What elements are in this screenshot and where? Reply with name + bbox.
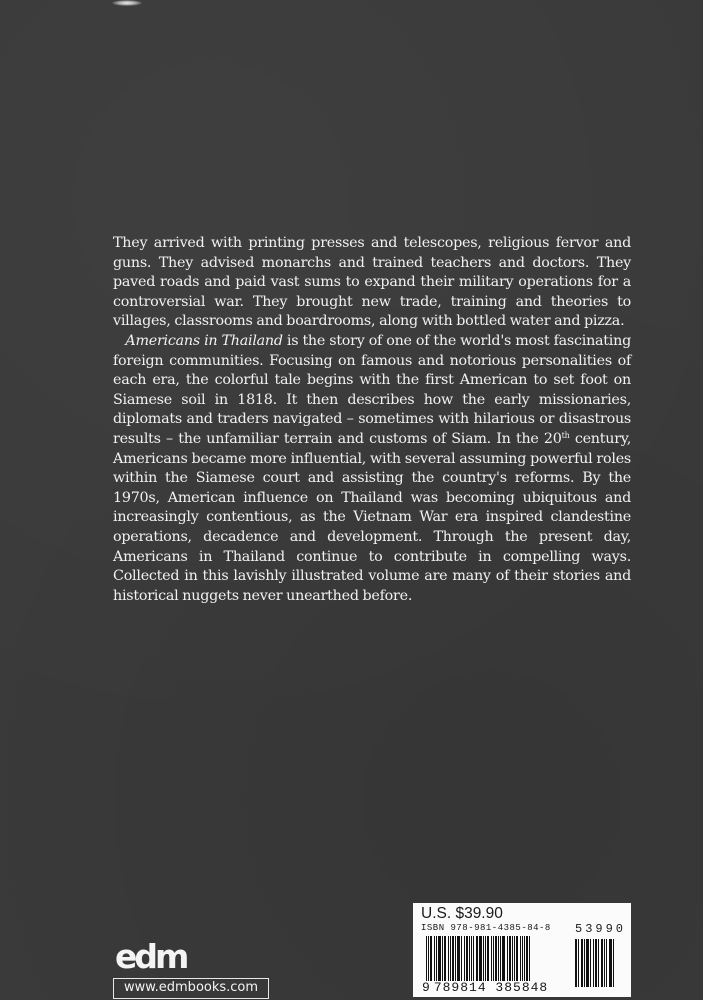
superscript: th: [561, 430, 570, 440]
edm-logo: edm: [115, 937, 187, 976]
blurb-paragraph-1: They arrived with printing presses and telescopes, religious fervor and guns. They advised monarchs and trained teachers and doctors. They paved roads and paid vast sums to expand their military operations for a controversial war. They brought new trade, training and theories to villages, classrooms and boardrooms, along with bottled water and pizza.: [113, 235, 631, 330]
blurb-paragraph-2: [113, 332, 631, 606]
barcode-label: [413, 903, 631, 997]
blurb-text: century, Americans became more influential, with several assuming powerful roles within the Siamese court and assisting the country's reforms. By the 1970s, American influence on Thailand was becoming ubiquitous and increasingly contentious, as the Vietnam War era inspired clandestine operations, decadence and development. Through the present day, Americans in Thailand continue to contribute in compelling ways. Collected in this lavishly illustrated volume are many of their stories and historical nuggets never unearthed before.: [113, 430, 632, 604]
ean-digits: [421, 981, 549, 994]
publisher-website[interactable]: www.edmbooks.com: [113, 978, 269, 999]
light-glare: [112, 0, 142, 6]
price: U.S. $39.90: [421, 905, 503, 922]
ean-digit-groups: 789814 385848: [433, 980, 549, 995]
book-title: Americans in Thailand: [125, 332, 283, 349]
price-addon: [575, 922, 627, 987]
back-cover-blurb: [113, 234, 631, 606]
blurb-text: is the story of one of the world's most fascinating foreign communities. Focusing on famous and notorious personalities of each era, the colorful tale begins with the first American to set foot on Siamese soil in 1818. It then describes how the early missionaries, diplomats and traders navigated – sometimes with hilarious or disastrous results – the unfamiliar terrain and customs of Siam. In the 20: [113, 332, 631, 447]
addon-digits: 53990: [575, 922, 627, 936]
publisher-block: [113, 937, 269, 999]
ean-first-digit: 9: [422, 980, 431, 995]
isbn: ISBN 978-981-4385-84-8: [421, 923, 551, 933]
addon-barcode-bars: [575, 939, 623, 987]
